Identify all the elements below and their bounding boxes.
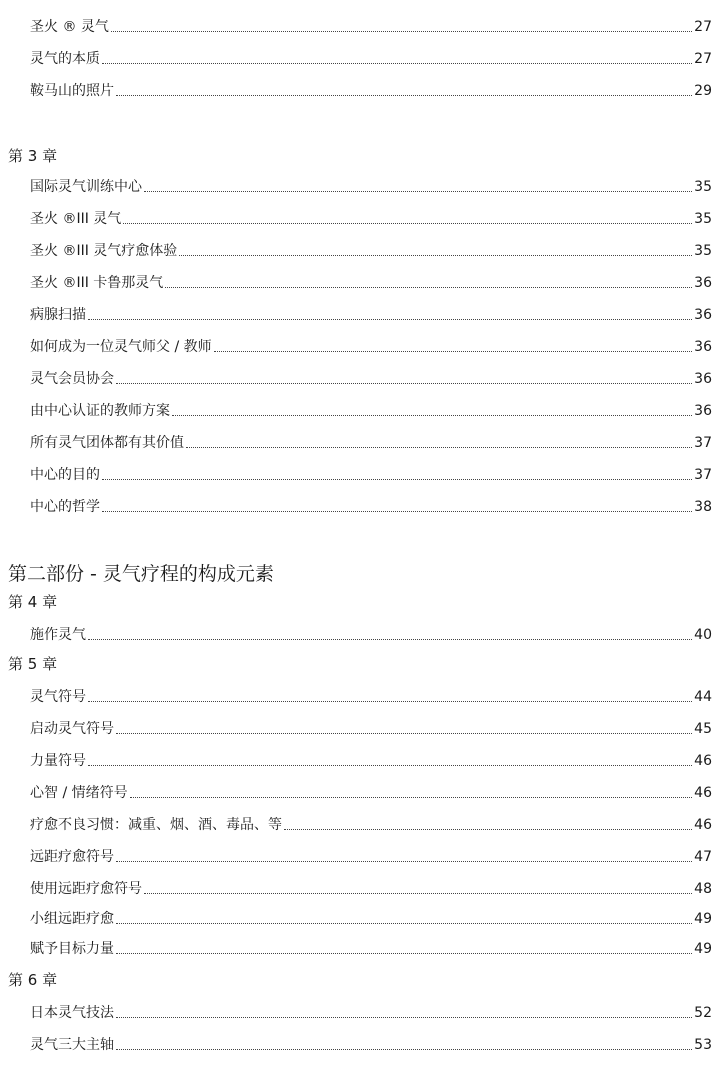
toc-entry[interactable]	[30, 462, 712, 484]
dot-leader	[284, 828, 692, 830]
dot-leader	[116, 94, 692, 96]
dot-leader	[144, 190, 692, 192]
toc-entry[interactable]	[30, 366, 712, 388]
entry-page: 53	[694, 1037, 712, 1053]
toc-entry[interactable]	[30, 174, 712, 196]
entry-title: 病腺扫描	[30, 307, 86, 323]
part-heading: 第二部份 - 灵气疗程的构成元素	[8, 563, 274, 585]
toc-entry[interactable]	[30, 876, 712, 898]
entry-title: 圣火 ® 灵气	[30, 19, 109, 35]
toc-entry[interactable]	[30, 302, 712, 324]
dot-leader	[88, 764, 692, 766]
toc-entry[interactable]	[30, 780, 712, 802]
toc-entry[interactable]	[30, 906, 712, 928]
toc-entry[interactable]	[30, 238, 712, 260]
entry-title: 小组远距疗愈	[30, 911, 114, 927]
toc-entry[interactable]	[30, 494, 712, 516]
dot-leader	[116, 860, 692, 862]
dot-leader	[214, 350, 693, 352]
dot-leader	[116, 732, 692, 734]
toc-entry[interactable]	[30, 206, 712, 228]
dot-leader	[102, 62, 692, 64]
entry-title: 灵气三大主轴	[30, 1037, 114, 1053]
dot-leader	[172, 414, 692, 416]
toc-entry[interactable]	[30, 270, 712, 292]
entry-title: 如何成为一位灵气师父 / 教师	[30, 339, 212, 355]
entry-page: 36	[694, 403, 712, 419]
dot-leader	[116, 382, 692, 384]
entry-title: 灵气符号	[30, 689, 86, 705]
entry-page: 47	[694, 849, 712, 865]
toc-entry[interactable]	[30, 716, 712, 738]
entry-page: 49	[694, 941, 712, 957]
entry-page: 35	[694, 179, 712, 195]
entry-title: 启动灵气符号	[30, 721, 114, 737]
entry-page: 45	[694, 721, 712, 737]
dot-leader	[102, 510, 692, 512]
dot-leader	[116, 1016, 692, 1018]
toc-entry[interactable]	[30, 334, 712, 356]
toc-entry[interactable]	[30, 936, 712, 958]
entry-title: 灵气的本质	[30, 51, 100, 67]
chapter-heading: 第 4 章	[8, 593, 58, 611]
entry-title: 由中心认证的教师方案	[30, 403, 170, 419]
entry-page: 46	[694, 785, 712, 801]
chapter-heading: 第 6 章	[8, 971, 58, 989]
entry-title: 疗愈不良习惯：减重、烟、酒、毒品、等	[30, 817, 282, 833]
dot-leader	[111, 30, 692, 32]
entry-title: 圣火 ®III 卡鲁那灵气	[30, 275, 164, 291]
toc-entry[interactable]	[30, 14, 712, 36]
entry-page: 36	[694, 307, 712, 323]
toc-entry[interactable]	[30, 398, 712, 420]
entry-page: 35	[694, 243, 712, 259]
entry-page: 36	[694, 371, 712, 387]
dot-leader	[116, 952, 692, 954]
toc-entry[interactable]	[30, 748, 712, 770]
entry-page: 38	[694, 499, 712, 515]
entry-title: 远距疗愈符号	[30, 849, 114, 865]
toc-entry[interactable]	[30, 78, 712, 100]
chapter-heading: 第 5 章	[8, 655, 58, 673]
entry-title: 圣火 ®III 灵气疗愈体验	[30, 243, 178, 259]
dot-leader	[116, 1048, 692, 1050]
toc-entry[interactable]	[30, 46, 712, 68]
entry-title: 施作灵气	[30, 627, 86, 643]
entry-page: 49	[694, 911, 712, 927]
entry-title: 所有灵气团体都有其价值	[30, 435, 184, 451]
entry-page: 36	[694, 275, 712, 291]
dot-leader	[102, 478, 692, 480]
toc-entry[interactable]	[30, 844, 712, 866]
entry-title: 赋予目标力量	[30, 941, 114, 957]
entry-page: 37	[694, 467, 712, 483]
dot-leader	[165, 286, 692, 288]
entry-page: 27	[694, 19, 712, 35]
dot-leader	[88, 318, 692, 320]
dot-leader	[88, 700, 692, 702]
entry-title: 中心的目的	[30, 467, 100, 483]
toc-entry[interactable]	[30, 1000, 712, 1022]
entry-title: 国际灵气训练中心	[30, 179, 142, 195]
entry-title: 圣火 ®III 灵气	[30, 211, 122, 227]
entry-page: 46	[694, 817, 712, 833]
dot-leader	[179, 254, 692, 256]
entry-title: 力量符号	[30, 753, 86, 769]
entry-title: 灵气会员协会	[30, 371, 114, 387]
entry-page: 35	[694, 211, 712, 227]
toc-entry[interactable]	[30, 812, 712, 834]
dot-leader	[186, 446, 692, 448]
entry-page: 37	[694, 435, 712, 451]
entry-title: 鞍马山的照片	[30, 83, 114, 99]
entry-title: 使用远距疗愈符号	[30, 881, 142, 897]
chapter-heading: 第 3 章	[8, 147, 58, 165]
entry-title: 中心的哲学	[30, 499, 100, 515]
entry-title: 心智 / 情绪符号	[30, 785, 128, 801]
entry-page: 44	[694, 689, 712, 705]
dot-leader	[123, 222, 692, 224]
dot-leader	[116, 922, 692, 924]
toc-entry[interactable]	[30, 1032, 712, 1054]
entry-page: 48	[694, 881, 712, 897]
toc-entry[interactable]	[30, 430, 712, 452]
toc-entry[interactable]	[30, 684, 712, 706]
entry-page: 27	[694, 51, 712, 67]
entry-page: 46	[694, 753, 712, 769]
dot-leader	[144, 892, 692, 894]
entry-title: 日本灵气技法	[30, 1005, 114, 1021]
entry-page: 36	[694, 339, 712, 355]
entry-page: 29	[694, 83, 712, 99]
entry-page: 40	[694, 627, 712, 643]
toc-entry[interactable]	[30, 622, 712, 644]
dot-leader	[88, 638, 692, 640]
dot-leader	[130, 796, 693, 798]
entry-page: 52	[694, 1005, 712, 1021]
